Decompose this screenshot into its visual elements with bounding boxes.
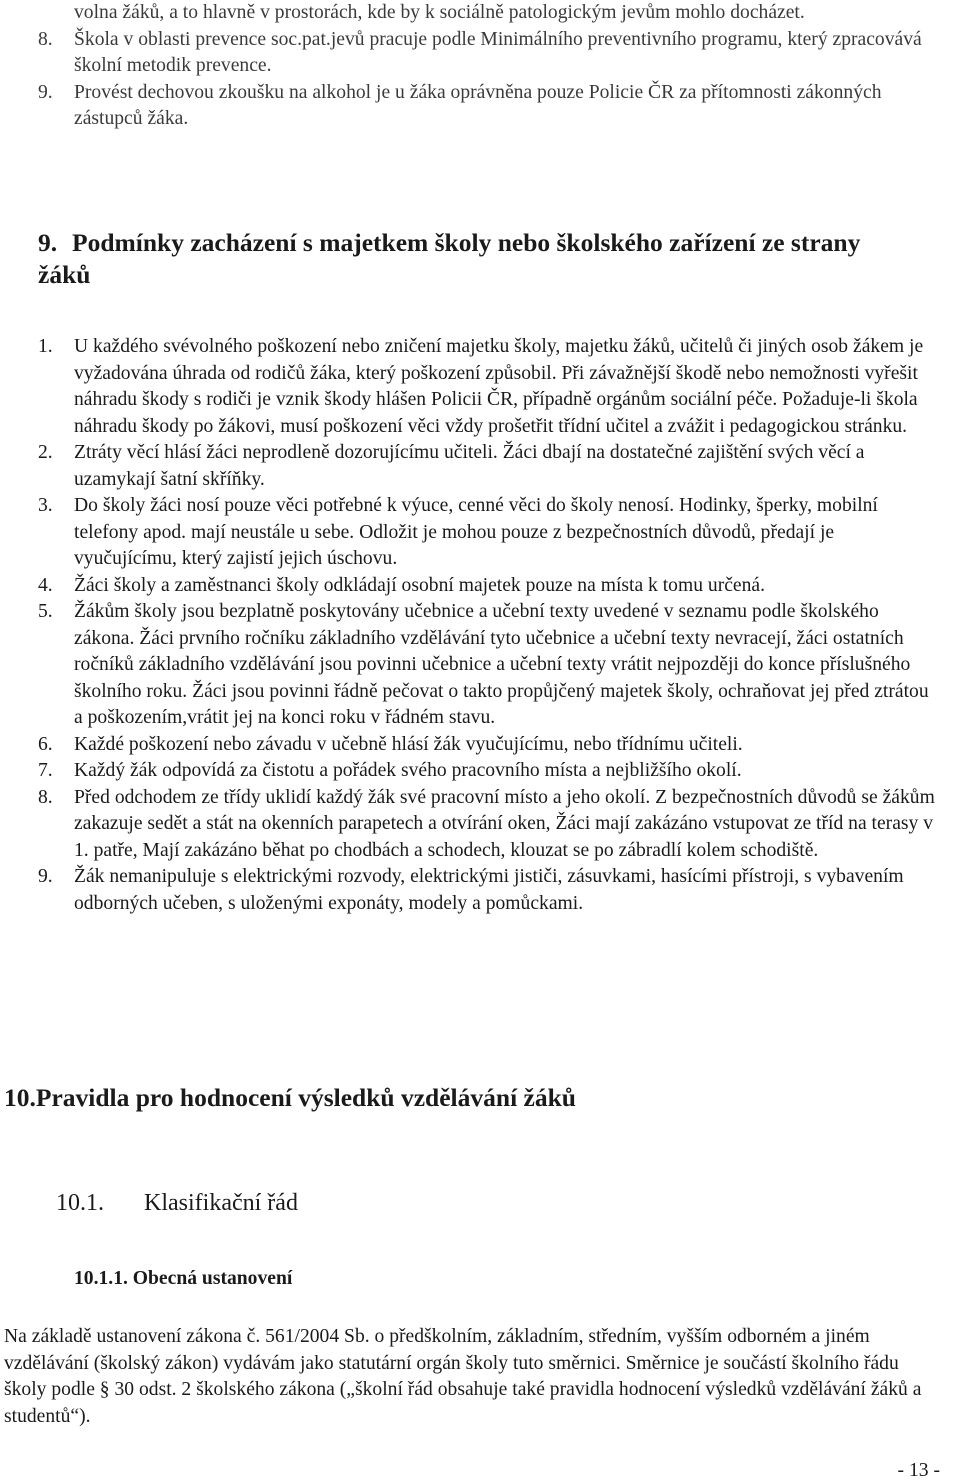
subsection-10-1-heading <box>56 1187 298 1219</box>
list-item <box>0 493 960 573</box>
intro-paragraph: Na základě ustanovení zákona č. 561/2004 Sb. o předškolním, základním, středním, vyšším odborném a jiném vzdělávání (školský zákon) vydávám jako statutární orgán školy tuto směrnici. Směrnice je součástí školního řádu školy podle § 30 odst. 2 školského zákona („školní řád obsahuje také pravidla hodnocení výsledků vzdělávání žáků a studentů“). <box>4 1326 922 1427</box>
item-number: 1. <box>38 336 53 357</box>
list-item <box>0 334 960 440</box>
section-9-heading <box>38 227 918 291</box>
continued-items <box>0 27 960 133</box>
section-10-heading <box>4 1082 576 1114</box>
item-text: Ztráty věcí hlásí žáci neprodleně dozorujícímu učiteli. Žáci dbají na dostatečné zajištění svých věcí a uzamykají šatní skříňky. <box>74 442 865 490</box>
item-text: Škola v oblasti prevence soc.pat.jevů pracuje podle Minimálního preventivního programu, který zpracovává školní metodik prevence. <box>74 28 922 76</box>
item-text: Žákům školy jsou bezplatně poskytovány učebnice a učební texty uvedené v seznamu podle školského zákona. Žáci prvního ročníku základního vzdělávání tyto učebnice a učební texty nevracejí, žáci ostatních ročníků základního vzdělávání jsou povinni učebnice a učební texty vrátit nejpozději do konce příslušného školního roku. Žáci jsou povinni řádně pečovat o takto propůjčený majetek školy, ochraňovat jej před ztrátou a poškozením,vrátit jej na konci roku v řádném stavu. <box>74 601 929 728</box>
item-number: 4. <box>38 574 53 596</box>
list-item <box>0 864 960 917</box>
item-text: U každého svévolného poškození nebo zničení majetku školy, majetku žáků, učitelů či jiných osob žákem je vyžadována úhrada od rodičů žáka, který poškození způsobil. Při závažnější škodě nebo nemožnosti vyřešit náhradu škody s rodiči je vznik škody hlášen Policii ČR, případně orgánům sociální péče. Požaduje-li škola náhradu škody po žákovi, musí poškození věci vždy prošetřit třídní učitel a zvážit i pedagogickou stránku. <box>74 336 924 437</box>
item-text: Každé poškození nebo závadu v učebně hlásí žák vyučujícímu, nebo třídnímu učiteli. <box>74 733 743 755</box>
item-number: 7. <box>38 760 53 781</box>
item-number: 5. <box>38 601 53 622</box>
list-item <box>0 27 960 80</box>
item-number: 2. <box>38 442 53 463</box>
item-number: 9. <box>38 866 53 887</box>
item-text: Žák nemanipuluje s elektrickými rozvody, elektrickými jističi, zásuvkami, hasícími přístroji, s vybavením odborných učeben, s uloženými exponáty, modely a pomůckami. <box>74 866 904 914</box>
item-number: 6. <box>38 733 53 755</box>
subsection-title: Obecná ustanovení <box>132 1268 293 1289</box>
continued-list <box>0 0 960 133</box>
subsection-10-1-1-heading <box>74 1266 292 1293</box>
section-number: 9. <box>38 228 58 257</box>
item-number: 9. <box>38 81 53 103</box>
item-text: Každý žák odpovídá za čistotu a pořádek svého pracovního místa a nejbližšího okolí. <box>74 760 742 781</box>
item-number: 8. <box>38 28 53 50</box>
item-text: Žáci školy a zaměstnanci školy odkládají osobní majetek pouze na místa k tomu určená. <box>74 574 766 596</box>
list-item <box>0 785 960 865</box>
item-text: Před odchodem ze třídy uklidí každý žák své pracovní místo a jeho okolí. Z bezpečnostních důvodů se žákům zakazuje sedět a stát na okenních parapetech a otvírání oken, Žáci mají zakázáno vstupovat ze tříd na terasy v 1. patře, Mají zakázáno běhat po chodbách a schodech, klouzat se po zábradlí kolem schodiště. <box>74 786 935 861</box>
section-number: 10. <box>4 1083 36 1112</box>
list-item <box>0 440 960 493</box>
section-title: Pravidla pro hodnocení výsledků vzdělávání žáků <box>35 1083 576 1112</box>
list-item <box>0 573 960 600</box>
item-text: Provést dechovou zkoušku na alkohol je u žáka oprávněna pouze Policie ČR za přítomnosti zákonných zástupců žáka. <box>74 81 882 129</box>
list-item <box>0 599 960 732</box>
item-number: 8. <box>38 786 53 808</box>
property-rules-list <box>0 334 960 917</box>
section-title: Podmínky zacházení s majetkem školy nebo školského zařízení ze strany žáků <box>38 228 861 289</box>
continued-text: volna žáků, a to hlavně v prostorách, kde by k sociálně patologickým jevům mohlo docházet. <box>74 2 805 23</box>
item-number: 3. <box>38 495 53 516</box>
subsection-title: Klasifikační řád <box>144 1190 298 1216</box>
item-text: Do školy žáci nosí pouze věci potřebné k výuce, cenné věci do školy nenosí. Hodinky, šperky, mobilní telefony apod. mají neustále u sebe. Odložit je mohou pouze z bezpečnostních důvodů, předají je vyučujícímu, který zajistí jejich úschovu. <box>74 495 878 569</box>
page-number: - 13 - <box>897 1460 940 1481</box>
list-item <box>0 80 960 133</box>
list-item <box>0 732 960 759</box>
subsection-number: 10.1.1. <box>74 1268 128 1289</box>
subsection-number: 10.1. <box>56 1190 104 1216</box>
list-item <box>0 758 960 785</box>
